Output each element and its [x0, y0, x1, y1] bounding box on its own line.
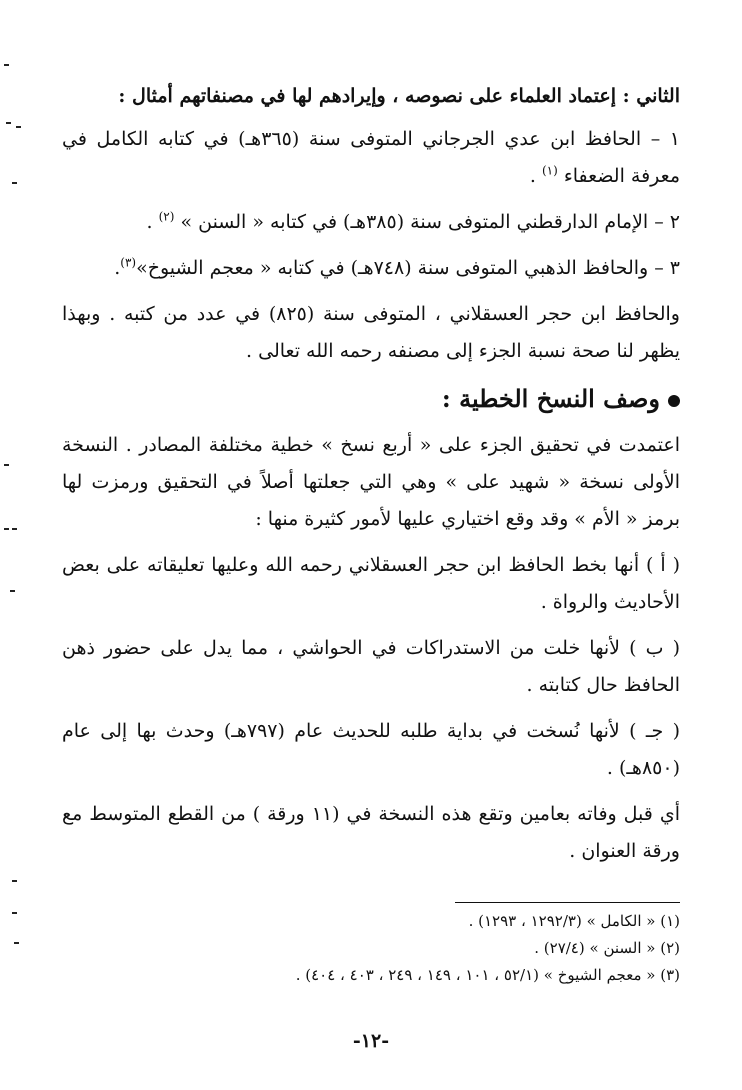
footnote-3: (٣) « معجم الشيوخ » (٥٢/١ ، ١٠١ ، ١٤٩ ، ٢٤٩ ، ٤٠٣ ، ٤٠٤) .	[295, 966, 680, 984]
scan-mark	[10, 590, 15, 592]
list-item-dhahabi: ٣ – والحافظ الذهبي المتوفى سنة (٧٤٨هـ) في كتابه « معجم الشيوخ»$^{(٣)}$.	[114, 255, 680, 279]
scan-mark	[4, 464, 9, 466]
section-title: وصف النسخ الخطية	[459, 384, 660, 413]
list-item-text: ٣ – والحافظ الذهبي المتوفى سنة (٧٤٨هـ) في كتابه « معجم الشيوخ»	[136, 257, 680, 279]
paragraph-manuscript-size: أي قبل وفاته بعامين وتقع هذه النسخة في (١١ ورقة ) من القطع المتوسط مع ورقة العنوان .	[62, 803, 680, 862]
footnote-ref-1[interactable]: (١)	[541, 163, 558, 178]
list-item-text: ٢ – الإمام الدارقطني المتوفى سنة (٣٨٥هـ) في كتابه « السنن »	[180, 211, 680, 233]
intro-heading-line: الثاني : إعتماد العلماء على نصوصه ، وإيرادهم لها في مصنفاتهم أمثال :	[118, 85, 680, 107]
bullet-icon	[668, 395, 680, 407]
scan-mark	[16, 126, 21, 128]
footnotes	[62, 908, 680, 989]
scan-mark	[12, 880, 17, 882]
scan-mark	[14, 942, 19, 944]
list-item-text: ١ – الحافظ ابن عدي الجرجاني المتوفى سنة (٣٦٥هـ) في كتابه الكامل في معرفة الضعفاء	[62, 128, 681, 187]
section-heading: وصف النسخ الخطية :	[62, 379, 680, 419]
footnote-ref-2[interactable]: (٢)	[158, 209, 175, 224]
reason-c: ( جـ ) لأنها نُسخت في بداية طلبه للحديث عام (٧٩٧هـ) وحدث بها إلى عام (٨٥٠هـ) .	[62, 720, 680, 779]
scan-mark	[12, 528, 17, 530]
reason-a: ( أ ) أنها بخط الحافظ ابن حجر العسقلاني رحمه الله وعليها تعليقاته على بعض الأحاديث والرواة .	[62, 554, 680, 613]
list-item-daraqutni: ٢ – الإمام الدارقطني المتوفى سنة (٣٨٥هـ) في كتابه « السنن » $^{(٢)}$ .	[146, 209, 680, 233]
scan-mark	[4, 528, 9, 530]
main-text	[62, 78, 680, 879]
reason-b: ( ب ) لأنها خلت من الاستدراكات في الحواشي ، مما يدل على حضور ذهن الحافظ حال كتابته .	[62, 637, 680, 696]
footnote-ref-3[interactable]: (٣)	[120, 255, 137, 270]
list-item-ibn-adi: ١ – الحافظ ابن عدي الجرجاني المتوفى سنة (٣٦٥هـ) في كتابه الكامل في معرفة الضعفاء $^{(١)}$ .	[62, 128, 681, 187]
paragraph-ibn-hajar: والحافظ ابن حجر العسقلاني ، المتوفى سنة (٨٢٥) في عدد من كتبه . وبهذا يظهر لنا صحة نسبة الجزء إلى مصنفه رحمه الله تعالى .	[62, 303, 680, 362]
scan-mark	[6, 122, 11, 124]
footnote-1: (١) « الكامل » (١٢٩٢/٣ ، ١٢٩٣) .	[468, 912, 680, 930]
footnote-2: (٢) « السنن » (٢٧/٤) .	[534, 939, 680, 957]
page-number: -١٢-	[352, 1030, 390, 1052]
scan-mark	[12, 912, 17, 914]
footnote-divider	[455, 902, 680, 903]
scan-mark	[4, 64, 9, 66]
scan-mark	[12, 182, 17, 184]
paragraph-manuscripts-intro: اعتمدت في تحقيق الجزء على « أربع نسخ » خطية مختلفة المصادر . النسخة الأولى نسخة « شهيد على » وهي التي جعلتها أصلاً في التحقيق ورمزت لها برمز « الأم » وقد وقع اختياري عليها لأمور كثيرة منها :	[62, 434, 680, 530]
